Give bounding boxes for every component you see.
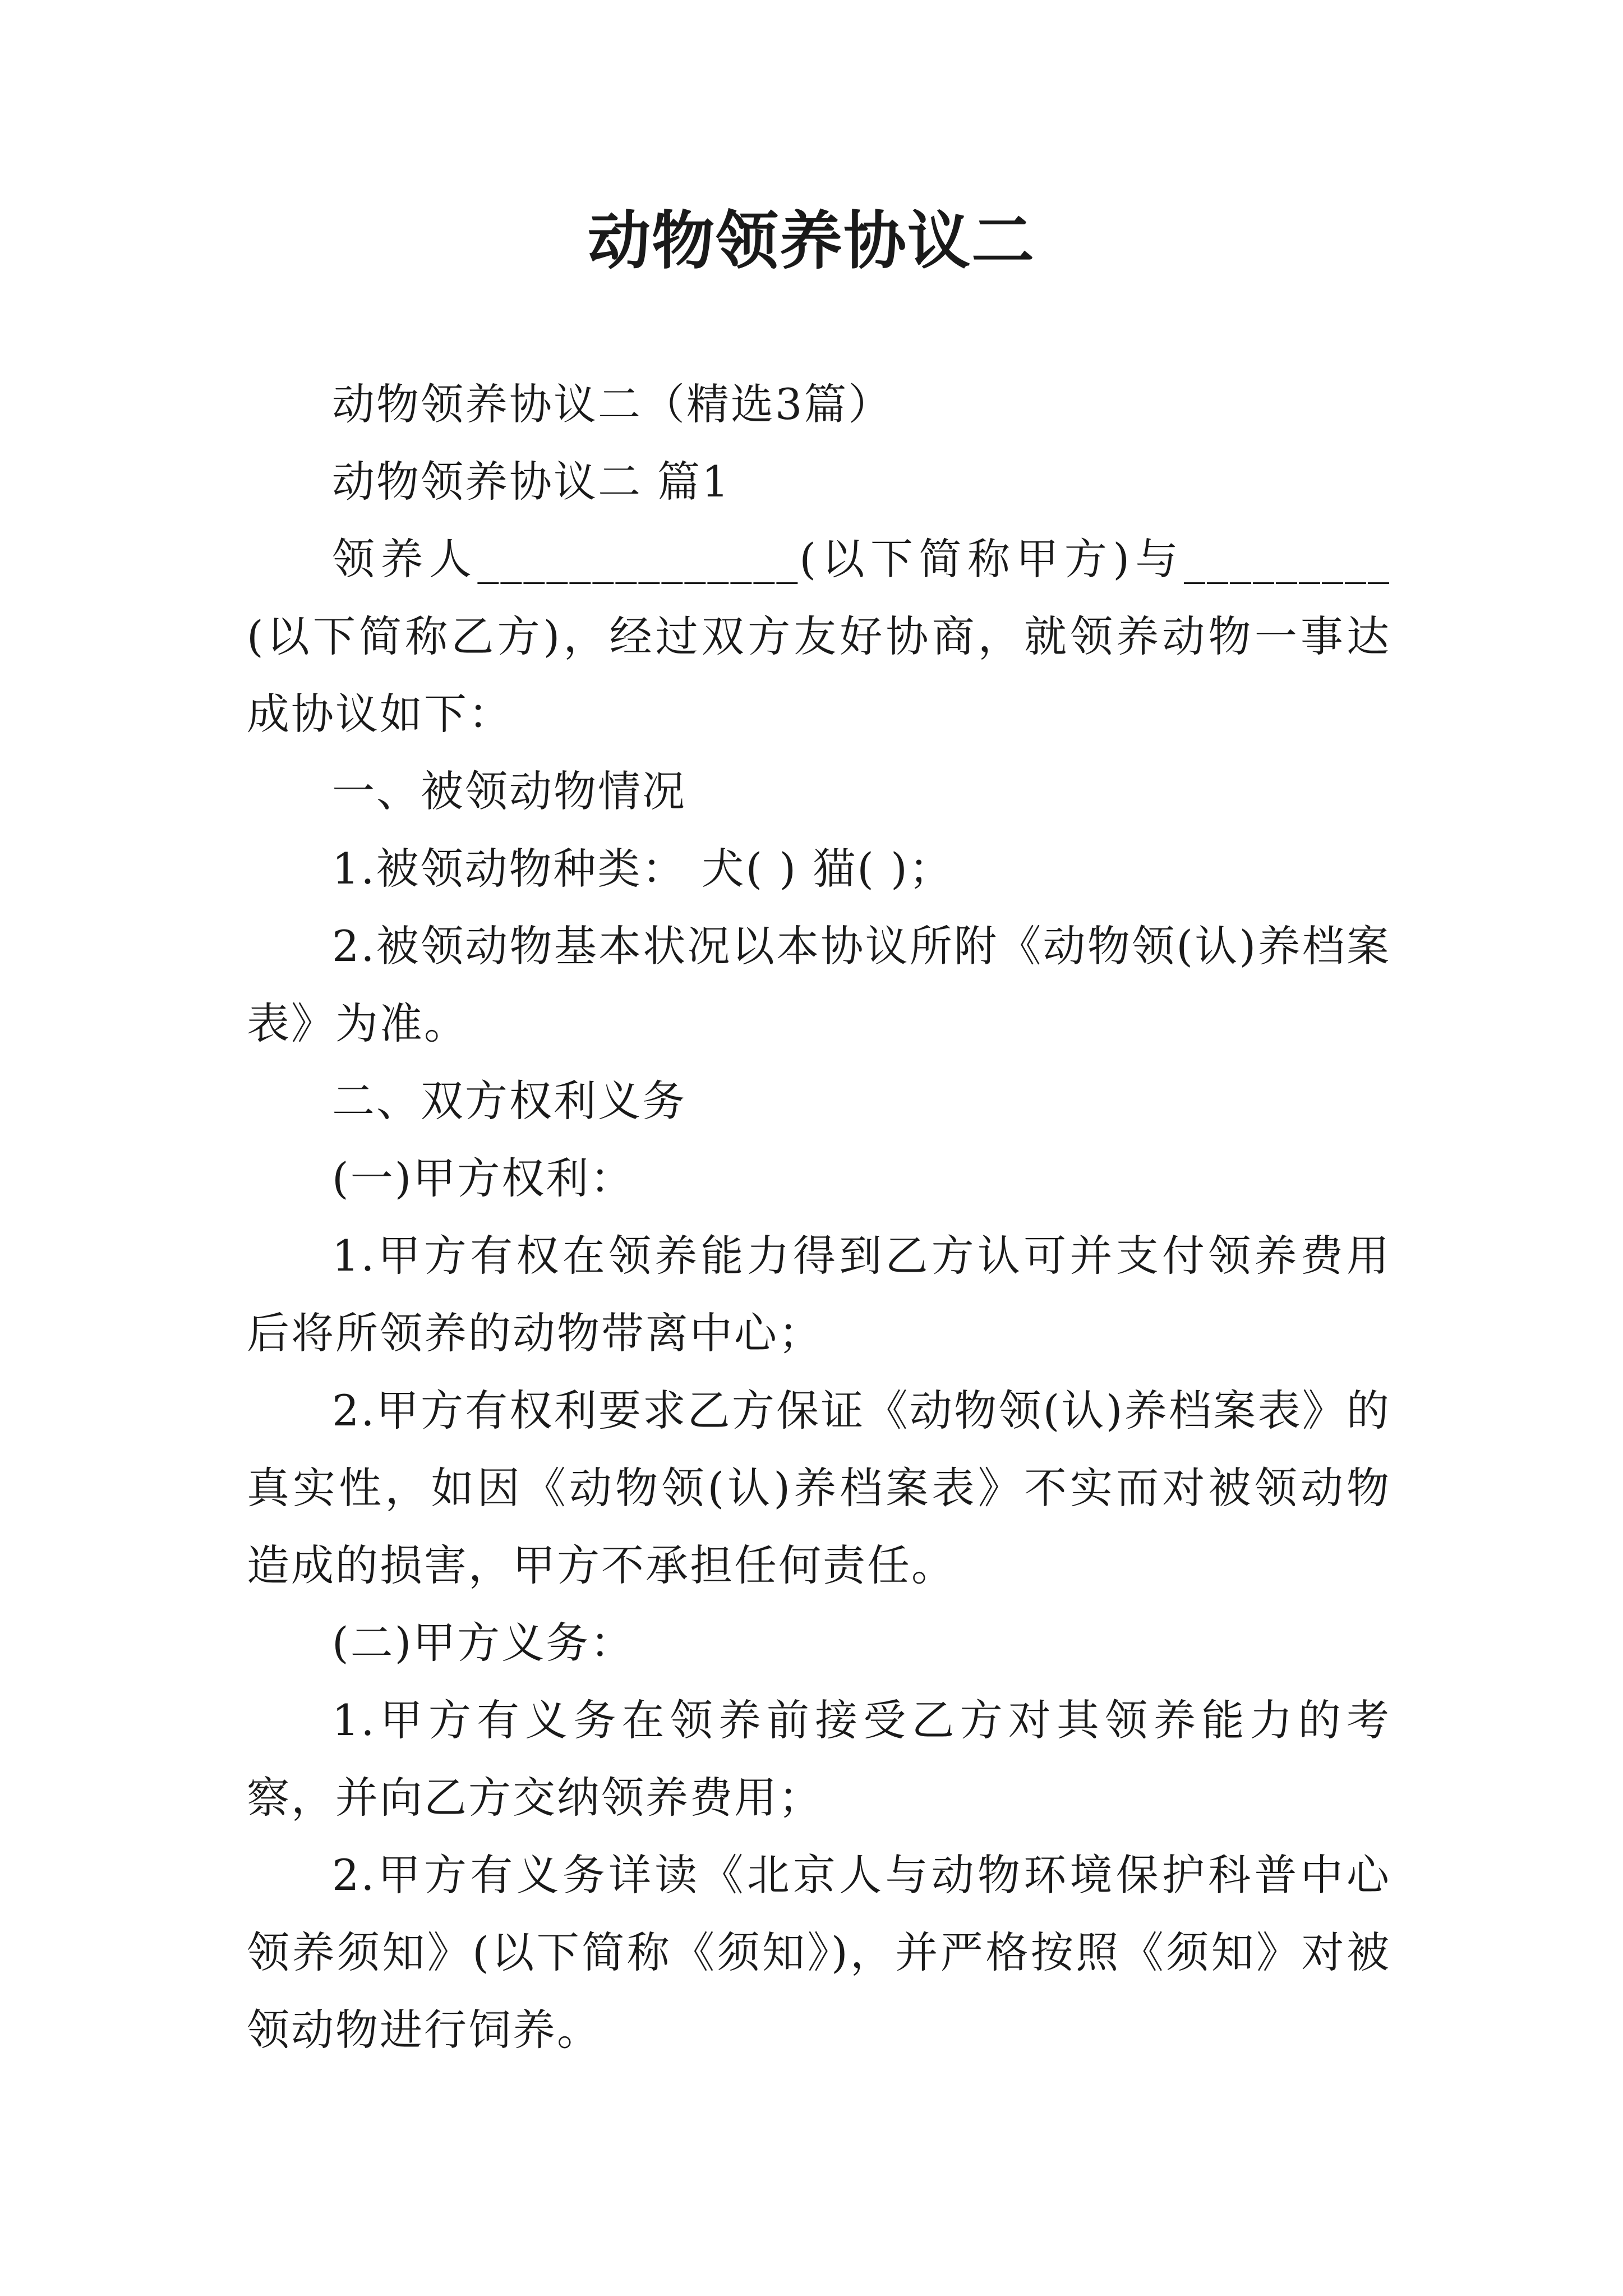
paragraph-parties: 领养人______________(以下简称甲方)与_________(以下简称乙方)，经过双方友好协商，就领养动物一事达成协议如下：	[247, 534, 1391, 739]
clause-party-a-duty-1: 1.甲方有义务在领养前接受乙方对其领养能力的考察，并向乙方交纳领养费用；	[247, 1695, 1391, 1823]
clause-animal-type: 1.被领动物种类： 犬( ) 猫( )；	[332, 844, 953, 894]
subsection-heading-party-a-duties: (二)甲方义务：	[332, 1618, 635, 1668]
paragraph-collection-heading: 动物领养协议二（精选3篇）	[332, 379, 893, 429]
clause-party-a-duty-2: 2.甲方有义务详读《北京人与动物环境保护科普中心领养须知》(以下简称《须知》)，并严格按照《须知》对被领动物进行饲养。	[247, 1850, 1391, 2055]
section-heading-animal-info: 一、被领动物情况	[332, 766, 686, 816]
section-heading-rights-duties: 二、双方权利义务	[332, 1076, 686, 1126]
document-title: 动物领养协议二	[588, 205, 1035, 278]
subsection-heading-party-a-rights: (一)甲方权利：	[332, 1153, 635, 1203]
clause-party-a-right-2: 2.甲方有权利要求乙方保证《动物领(认)养档案表》的真实性，如因《动物领(认)养档案表》不实而对被领动物造成的损害，甲方不承担任何责任。	[247, 1386, 1391, 1590]
document-body	[247, 366, 1391, 2069]
clause-animal-status: 2.被领动物基本状况以本协议所附《动物领(认)养档案表》为准。	[247, 921, 1391, 1048]
paragraph-article-heading: 动物领养协议二 篇1	[332, 457, 731, 507]
clause-party-a-right-1: 1.甲方有权在领养能力得到乙方认可并支付领养费用后将所领养的动物带离中心；	[247, 1231, 1391, 1358]
